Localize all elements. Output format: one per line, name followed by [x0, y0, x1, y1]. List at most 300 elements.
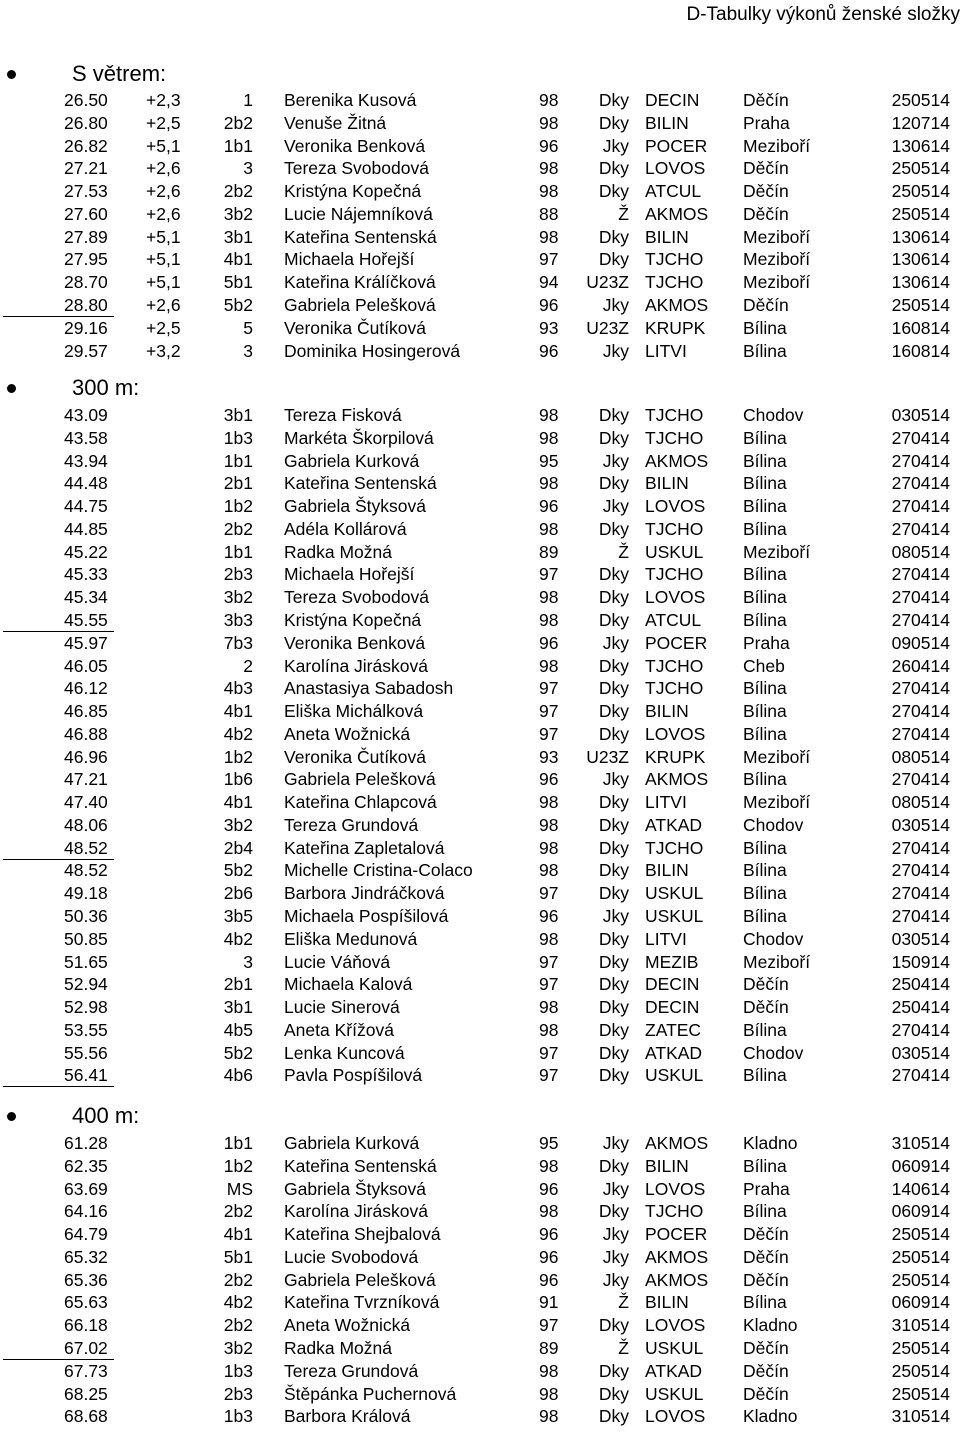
- date-cell: 270414: [891, 564, 950, 585]
- section-title: 300 m:: [72, 375, 140, 400]
- club-cell: LOVOS: [645, 1315, 706, 1336]
- lane-cell: 4b1: [223, 249, 253, 270]
- date-cell: 130614: [891, 249, 950, 270]
- lane-cell: 4b2: [223, 723, 253, 744]
- category-cell: Dky: [598, 158, 629, 179]
- section-title: S větrem:: [72, 61, 167, 86]
- table-row: [0, 180, 960, 203]
- lane-cell: 4b1: [223, 1224, 253, 1245]
- place-cell: Děčín: [743, 203, 789, 224]
- lane-cell: 2b2: [223, 1315, 253, 1336]
- date-cell: 310514: [891, 1315, 950, 1336]
- table-row: [0, 203, 960, 226]
- category-cell: Dky: [598, 678, 629, 699]
- wind-cell: +2,6: [146, 158, 181, 179]
- date-cell: 250514: [891, 1224, 950, 1245]
- time-cell: 62.35: [64, 1155, 108, 1176]
- table-row: [0, 1200, 960, 1223]
- place-cell: Bílina: [743, 450, 787, 471]
- table-row: [0, 700, 960, 723]
- lane-cell: 1b1: [223, 450, 253, 471]
- year-cell: 97: [539, 951, 559, 972]
- year-cell: 98: [539, 1155, 559, 1176]
- lane-cell: 5b2: [223, 1042, 253, 1063]
- category-cell: Dky: [598, 814, 629, 835]
- time-cell: 67.02: [64, 1337, 108, 1358]
- category-cell: Jky: [602, 294, 629, 315]
- time-cell: 27.95: [64, 249, 108, 270]
- name-cell: Lucie Váňová: [284, 951, 391, 972]
- date-cell: 130614: [891, 135, 950, 156]
- time-cell: 45.34: [64, 587, 108, 608]
- place-cell: Děčín: [743, 294, 789, 315]
- category-cell: Jky: [602, 632, 629, 653]
- place-cell: Děčín: [743, 1383, 789, 1404]
- wind-cell: +5,1: [146, 226, 181, 247]
- time-cell: 26.82: [64, 135, 108, 156]
- place-cell: Bílina: [743, 564, 787, 585]
- time-cell: 48.52: [64, 837, 108, 858]
- year-cell: 98: [539, 473, 559, 494]
- time-cell: 45.22: [64, 541, 108, 562]
- name-cell: Karolína Jirásková: [284, 655, 428, 676]
- name-cell: Pavla Pospíšilová: [284, 1065, 423, 1086]
- date-cell: 270414: [891, 905, 950, 926]
- name-cell: Anastasiya Sabadosh: [284, 678, 454, 699]
- name-cell: Barbora Králová: [284, 1406, 411, 1427]
- time-cell: 56.41: [64, 1065, 108, 1086]
- place-cell: Bílina: [743, 587, 787, 608]
- year-cell: 93: [539, 746, 559, 767]
- time-cell: 65.36: [64, 1269, 108, 1290]
- date-cell: 250514: [891, 1383, 950, 1404]
- lane-cell: 2b4: [223, 837, 253, 858]
- club-cell: USKUL: [645, 905, 704, 926]
- place-cell: Bílina: [743, 609, 787, 630]
- time-cell: 51.65: [64, 951, 108, 972]
- place-cell: Kladno: [743, 1406, 798, 1427]
- time-cell: 50.85: [64, 928, 108, 949]
- time-cell: 50.36: [64, 905, 108, 926]
- table-row: [0, 609, 960, 632]
- club-cell: LOVOS: [645, 158, 706, 179]
- category-cell: Jky: [602, 1178, 629, 1199]
- place-cell: Děčín: [743, 181, 789, 202]
- time-cell: 53.55: [64, 1019, 108, 1040]
- table-row: [0, 655, 960, 678]
- time-cell: 48.06: [64, 814, 108, 835]
- wind-cell: +2,3: [146, 90, 181, 110]
- table-row: [0, 1405, 960, 1428]
- date-cell: 030514: [891, 405, 950, 425]
- table-row: [0, 1132, 960, 1155]
- lane-cell: 4b5: [223, 1019, 253, 1040]
- table-row: [0, 518, 960, 541]
- place-cell: Kladno: [743, 1133, 798, 1153]
- year-cell: 94: [539, 272, 559, 293]
- lane-cell: 2b2: [223, 1269, 253, 1290]
- time-cell: 65.63: [64, 1292, 108, 1313]
- name-cell: Aneta Wožnická: [284, 1315, 411, 1336]
- section-heading: [0, 60, 300, 90]
- year-cell: 96: [539, 1178, 559, 1199]
- table-row: [0, 563, 960, 586]
- lane-cell: 1b6: [223, 769, 253, 790]
- place-cell: Bílina: [743, 340, 787, 361]
- date-cell: 160814: [891, 317, 950, 338]
- name-cell: Michaela Kalová: [284, 974, 413, 995]
- category-cell: Jky: [602, 496, 629, 517]
- lane-cell: 4b1: [223, 792, 253, 813]
- club-cell: DECIN: [645, 997, 700, 1017]
- year-cell: 97: [539, 678, 559, 699]
- name-cell: Lenka Kuncová: [284, 1042, 405, 1063]
- name-cell: Barbora Jindráčková: [284, 883, 445, 904]
- place-cell: Kladno: [743, 1315, 798, 1336]
- lane-cell: 3b5: [223, 905, 253, 926]
- table-row: [0, 1337, 960, 1360]
- category-cell: Dky: [598, 90, 629, 110]
- lane-cell: 1b2: [223, 1155, 253, 1176]
- year-cell: 97: [539, 723, 559, 744]
- category-cell: Jky: [602, 340, 629, 361]
- date-cell: 270414: [891, 723, 950, 744]
- lane-cell: 1b2: [223, 746, 253, 767]
- wind-cell: +2,5: [146, 317, 181, 338]
- club-cell: DECIN: [645, 974, 700, 995]
- place-cell: Chodov: [743, 405, 804, 425]
- year-cell: 98: [539, 814, 559, 835]
- place-cell: Děčín: [743, 158, 789, 179]
- category-cell: Ž: [618, 1292, 629, 1313]
- year-cell: 97: [539, 974, 559, 995]
- date-cell: 030514: [891, 928, 950, 949]
- year-cell: 96: [539, 1269, 559, 1290]
- year-cell: 98: [539, 655, 559, 676]
- table-row: [0, 1383, 960, 1406]
- date-cell: 270414: [891, 678, 950, 699]
- time-cell: 64.79: [64, 1224, 108, 1245]
- table-row: [0, 791, 960, 814]
- lane-cell: 2b2: [223, 1201, 253, 1222]
- name-cell: Veronika Čutíková: [284, 317, 427, 338]
- lane-cell: 3b3: [223, 609, 253, 630]
- lane-cell: 2b3: [223, 564, 253, 585]
- year-cell: 98: [539, 158, 559, 179]
- club-cell: BILIN: [645, 1292, 689, 1313]
- table-row: [0, 427, 960, 450]
- club-cell: AKMOS: [645, 294, 709, 315]
- category-cell: Dky: [598, 1019, 629, 1040]
- date-cell: 270414: [891, 496, 950, 517]
- category-cell: Jky: [602, 1224, 629, 1245]
- table-row: [0, 1155, 960, 1178]
- time-cell: 68.25: [64, 1383, 108, 1404]
- club-cell: USKUL: [645, 541, 704, 562]
- year-cell: 96: [539, 632, 559, 653]
- place-cell: Bílina: [743, 427, 787, 448]
- time-cell: 49.18: [64, 883, 108, 904]
- date-cell: 250514: [891, 203, 950, 224]
- lane-cell: 5b1: [223, 272, 253, 293]
- table-row: [0, 1064, 960, 1087]
- table-row: [0, 632, 960, 655]
- table-row: [0, 294, 960, 317]
- name-cell: Tereza Grundová: [284, 814, 419, 835]
- place-cell: Děčín: [743, 1360, 789, 1381]
- club-cell: POCER: [645, 632, 708, 653]
- place-cell: Děčín: [743, 1337, 789, 1358]
- lane-cell: 1b1: [223, 1133, 253, 1153]
- time-cell: 52.94: [64, 974, 108, 995]
- date-cell: 160814: [891, 340, 950, 361]
- category-cell: Dky: [598, 701, 629, 721]
- lane-cell: 1b3: [223, 427, 253, 448]
- date-cell: 060914: [891, 1292, 950, 1313]
- lane-cell: 2: [243, 655, 253, 676]
- year-cell: 98: [539, 997, 559, 1017]
- category-cell: Dky: [598, 951, 629, 972]
- place-cell: Bílina: [743, 905, 787, 926]
- table-row: [0, 1223, 960, 1246]
- category-cell: Dky: [598, 792, 629, 813]
- club-cell: LOVOS: [645, 1406, 706, 1427]
- category-cell: Dky: [598, 473, 629, 494]
- time-cell: 44.48: [64, 473, 108, 494]
- category-cell: Dky: [598, 405, 629, 425]
- date-cell: 270414: [891, 473, 950, 494]
- club-cell: LOVOS: [645, 1178, 706, 1199]
- bullet-icon: [7, 384, 16, 393]
- place-cell: Praha: [743, 112, 790, 133]
- table-row: [0, 746, 960, 769]
- date-cell: 270414: [891, 769, 950, 790]
- time-cell: 55.56: [64, 1042, 108, 1063]
- category-cell: Dky: [598, 226, 629, 247]
- year-cell: 96: [539, 905, 559, 926]
- place-cell: Děčín: [743, 997, 789, 1017]
- time-cell: 46.96: [64, 746, 108, 767]
- lane-cell: 4b6: [223, 1065, 253, 1086]
- time-cell: 27.89: [64, 226, 108, 247]
- place-cell: Bílina: [743, 723, 787, 744]
- club-cell: LITVI: [645, 928, 687, 949]
- lane-cell: 4b2: [223, 1292, 253, 1313]
- lane-cell: 5b2: [223, 860, 253, 881]
- place-cell: Chodov: [743, 1042, 804, 1063]
- club-cell: TJCHO: [645, 1201, 704, 1222]
- name-cell: Kateřina Sentenská: [284, 473, 437, 494]
- date-cell: 250514: [891, 158, 950, 179]
- lane-cell: 3b2: [223, 203, 253, 224]
- table-row: [0, 723, 960, 746]
- category-cell: Ž: [618, 203, 629, 224]
- table-row: [0, 837, 960, 860]
- date-cell: 250514: [891, 294, 950, 315]
- category-cell: Dky: [598, 609, 629, 630]
- table-row: [0, 1360, 960, 1383]
- name-cell: Gabriela Kurková: [284, 450, 420, 471]
- name-cell: Markéta Škorpilová: [284, 427, 434, 448]
- date-cell: 030514: [891, 1042, 950, 1063]
- place-cell: Bílina: [743, 518, 787, 539]
- club-cell: TJCHO: [645, 518, 704, 539]
- name-cell: Eliška Michálková: [284, 701, 424, 721]
- club-cell: DECIN: [645, 90, 700, 110]
- year-cell: 98: [539, 928, 559, 949]
- place-cell: Děčín: [743, 90, 789, 110]
- category-cell: Dky: [598, 587, 629, 608]
- name-cell: Michaela Hořejší: [284, 249, 415, 270]
- wind-cell: +2,6: [146, 203, 181, 224]
- lane-cell: 5b1: [223, 1246, 253, 1267]
- name-cell: Lucie Svobodová: [284, 1246, 419, 1267]
- table-row: [0, 248, 960, 271]
- club-cell: AKMOS: [645, 1246, 709, 1267]
- name-cell: Radka Možná: [284, 1337, 392, 1358]
- section-title: 400 m:: [72, 1103, 140, 1128]
- place-cell: Bílina: [743, 678, 787, 699]
- date-cell: 270414: [891, 701, 950, 721]
- date-cell: 250414: [891, 974, 950, 995]
- year-cell: 98: [539, 181, 559, 202]
- table-row: [0, 226, 960, 249]
- bullet-icon: [7, 70, 16, 79]
- name-cell: Radka Možná: [284, 541, 392, 562]
- year-cell: 96: [539, 135, 559, 156]
- category-cell: Dky: [598, 564, 629, 585]
- time-cell: 44.75: [64, 496, 108, 517]
- club-cell: TJCHO: [645, 427, 704, 448]
- time-cell: 47.40: [64, 792, 108, 813]
- year-cell: 98: [539, 1201, 559, 1222]
- category-cell: Dky: [598, 1201, 629, 1222]
- lane-cell: 4b1: [223, 701, 253, 721]
- club-cell: TJCHO: [645, 249, 704, 270]
- club-cell: USKUL: [645, 1337, 704, 1358]
- club-cell: AKMOS: [645, 769, 709, 790]
- year-cell: 91: [539, 1292, 559, 1313]
- club-cell: ZATEC: [645, 1019, 702, 1040]
- time-cell: 66.18: [64, 1315, 108, 1336]
- place-cell: Bílina: [743, 496, 787, 517]
- lane-cell: 3: [243, 340, 253, 361]
- year-cell: 97: [539, 249, 559, 270]
- lane-cell: 2b1: [223, 974, 253, 995]
- name-cell: Venuše Žitná: [284, 112, 387, 133]
- date-cell: 120714: [891, 112, 950, 133]
- date-cell: 270414: [891, 837, 950, 858]
- date-cell: 130614: [891, 226, 950, 247]
- time-cell: 46.05: [64, 655, 108, 676]
- name-cell: Michaela Pospíšilová: [284, 905, 449, 926]
- table-row: [0, 928, 960, 951]
- category-cell: Dky: [598, 837, 629, 858]
- table-row: [0, 541, 960, 564]
- year-cell: 98: [539, 518, 559, 539]
- year-cell: 96: [539, 1246, 559, 1267]
- date-cell: 250514: [891, 1269, 950, 1290]
- place-cell: Bílina: [743, 473, 787, 494]
- time-cell: 52.98: [64, 997, 108, 1017]
- name-cell: Adéla Kollárová: [284, 518, 407, 539]
- time-cell: 46.88: [64, 723, 108, 744]
- name-cell: Tereza Fisková: [284, 405, 402, 425]
- place-cell: Bílina: [743, 1065, 787, 1086]
- lane-cell: 2b2: [223, 112, 253, 133]
- lane-cell: 4b2: [223, 928, 253, 949]
- year-cell: 98: [539, 1019, 559, 1040]
- name-cell: Kristýna Kopečná: [284, 181, 422, 202]
- club-cell: BILIN: [645, 112, 689, 133]
- category-cell: Dky: [598, 655, 629, 676]
- date-cell: 090514: [891, 632, 950, 653]
- section-heading: [0, 1102, 300, 1132]
- place-cell: Praha: [743, 632, 790, 653]
- time-cell: 68.68: [64, 1406, 108, 1427]
- table-row: [0, 472, 960, 495]
- lane-cell: 2b3: [223, 1383, 253, 1404]
- club-cell: USKUL: [645, 1065, 704, 1086]
- place-cell: Meziboří: [743, 226, 811, 247]
- year-cell: 97: [539, 1042, 559, 1063]
- name-cell: Michaela Hořejší: [284, 564, 415, 585]
- time-cell: 27.21: [64, 158, 108, 179]
- category-cell: U23Z: [586, 317, 629, 338]
- table-row: [0, 814, 960, 837]
- place-cell: Děčín: [743, 1246, 789, 1267]
- place-cell: Chodov: [743, 814, 804, 835]
- time-cell: 43.58: [64, 427, 108, 448]
- table-row: [0, 586, 960, 609]
- lane-cell: 3b1: [223, 997, 253, 1017]
- time-cell: 28.80: [64, 294, 108, 315]
- year-cell: 96: [539, 294, 559, 315]
- name-cell: Tereza Grundová: [284, 1360, 419, 1381]
- time-cell: 47.21: [64, 769, 108, 790]
- club-cell: ATKAD: [645, 814, 703, 835]
- wind-cell: +5,1: [146, 272, 181, 293]
- time-cell: 65.32: [64, 1246, 108, 1267]
- club-cell: BILIN: [645, 860, 689, 881]
- name-cell: Eliška Medunová: [284, 928, 418, 949]
- date-cell: 250514: [891, 1337, 950, 1358]
- club-cell: TJCHO: [645, 405, 704, 425]
- wind-cell: +2,5: [146, 112, 181, 133]
- year-cell: 88: [539, 203, 559, 224]
- year-cell: 98: [539, 1360, 559, 1381]
- category-cell: Dky: [598, 427, 629, 448]
- year-cell: 97: [539, 1315, 559, 1336]
- place-cell: Meziboří: [743, 135, 811, 156]
- name-cell: Tereza Svobodová: [284, 158, 429, 179]
- club-cell: LITVI: [645, 340, 687, 361]
- year-cell: 95: [539, 450, 559, 471]
- lane-cell: 5: [243, 317, 253, 338]
- club-cell: ATCUL: [645, 609, 702, 630]
- place-cell: Chodov: [743, 928, 804, 949]
- lane-cell: 1: [243, 90, 253, 110]
- club-cell: AKMOS: [645, 1133, 709, 1153]
- place-cell: Cheb: [743, 655, 785, 676]
- category-cell: Jky: [602, 769, 629, 790]
- club-cell: BILIN: [645, 473, 689, 494]
- time-cell: 26.50: [64, 90, 108, 110]
- time-cell: 63.69: [64, 1178, 108, 1199]
- place-cell: Meziboří: [743, 272, 811, 293]
- name-cell: Aneta Wožnická: [284, 723, 411, 744]
- place-cell: Bílina: [743, 1019, 787, 1040]
